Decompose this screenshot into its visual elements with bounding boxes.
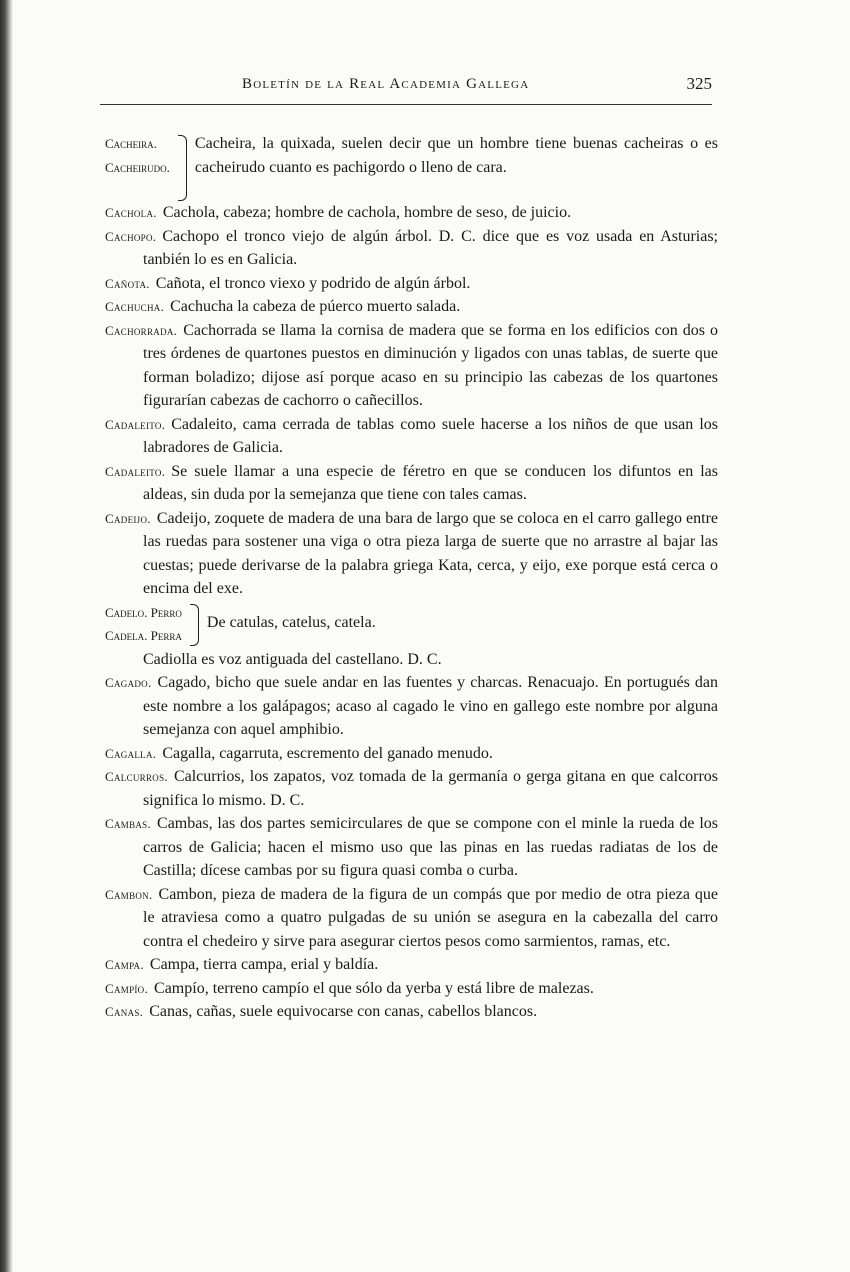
entry xyxy=(105,953,718,977)
brace-icon xyxy=(178,135,187,201)
journal-title: Boletín de la Real Academia Gallega xyxy=(242,76,530,92)
definition: Campío, terreno campío el que sólo da yerba y está libre de malezas. xyxy=(154,979,594,997)
page-number: 325 xyxy=(686,74,712,93)
definition: Cañota, el tronco viexo y podrido de algún árbol. xyxy=(155,274,471,292)
entry xyxy=(105,977,718,1001)
definition: Cadeijo, zoquete de madera de una bara de largo que se coloca en el carro gallego entre las ruedas para sostener una viga o otra pieza larga de suerte que no arrastre al bajar las cuestas; puede derivarse de la palabra griega Kata, cerca, y eijo, exe porque está cerca o encima del exe. xyxy=(143,509,718,597)
headword: Cadaleito. xyxy=(105,416,166,432)
headword: Cagalla. xyxy=(105,745,157,761)
headword: Cacheirudo. xyxy=(105,159,170,175)
definition: Cambon, pieza de madera de la figura de un compás que por medio de otra pieza que le atraviesa como a quatro pulgadas de su unión se asegura en la cabezalla del carro contra el chedeiro y sirve para asegurar ciertos pesos como sarmientos, ramas, etc. xyxy=(143,885,718,950)
definition: Cacheira, la quixada, suelen decir que un hombre tiene buenas cacheiras o es cacheirudo cuanto es pachigordo o lleno de cara. xyxy=(194,135,718,176)
headword: Cadela. Perra xyxy=(105,628,182,643)
entry xyxy=(105,507,718,601)
entry xyxy=(105,319,718,413)
headword: Cachola. xyxy=(105,205,157,220)
definition: Cadaleito, cama cerrada de tablas como suele hacerse a los niños de que usan los labradores de Galicia. xyxy=(143,415,718,456)
definition: Cachola, cabeza; hombre de cachola, hombre de seso, de juicio. xyxy=(162,204,572,221)
headword: Cachorrada. xyxy=(105,322,178,338)
headword-pair xyxy=(105,601,182,648)
definition: Cambas, las dos partes semicirculares de que se compone con el minle la rueda de los carros de Galicia; hacen el mismo uso que las pinas en las ruedas radiatas de los de Castilla; dícese cambas por su figura quasi comba o curba. xyxy=(143,815,718,879)
headword: Cambon. xyxy=(105,886,153,902)
entry xyxy=(105,812,718,883)
headword: Cambas. xyxy=(105,816,152,831)
headword: Cadaleito. xyxy=(105,463,166,479)
headword: Calcurros. xyxy=(105,769,168,784)
headword: Campa. xyxy=(105,957,144,972)
definition: Cagalla, cagarruta, escremento del ganado menudo. xyxy=(162,744,493,762)
definition: Calcurrios, los zapatos, voz tomada de la germanía o gerga gitana en que calcorros significa lo mismo. D. C. xyxy=(143,768,718,809)
running-header xyxy=(100,70,712,105)
brace-icon xyxy=(190,604,199,646)
headword: Cadelo. Perro xyxy=(105,604,182,620)
definition: Cachopo el tronco viejo de algún árbol. D. C. dice que es voz usada en Asturias; tanbién lo es en Galicia. xyxy=(143,227,718,268)
entry xyxy=(105,272,718,296)
entry xyxy=(105,742,718,766)
entry xyxy=(105,295,718,319)
headword: Cagado. xyxy=(105,675,152,690)
headword: Cachopo. xyxy=(105,228,157,244)
definition: Campa, tierra campa, erial y baldía. xyxy=(149,956,379,973)
definition: Cachorrada se llama la cornisa de madera que se forma en los edificios con dos o tres órdenes de quartones puestos en diminución y ligados con unas tablas, de suerte que forman boladizo; dijose así porque acaso en su principio las cabezas de los quartones figurarían cabezas de cachorro o cañecillos. xyxy=(143,321,718,409)
headword: Campío. xyxy=(105,980,149,996)
entry xyxy=(105,460,718,507)
entry xyxy=(105,1000,718,1024)
entry xyxy=(105,413,718,460)
definition: Se suele llamar a una especie de féretro en que se conducen los difuntos en las aldeas, sin duda por la semejanza que tiene con tales camas. xyxy=(143,462,718,503)
definition: De catulas, catelus, catela. xyxy=(206,613,376,631)
headword: Cachucha. xyxy=(105,299,165,314)
headword-pair xyxy=(105,132,170,179)
entry xyxy=(105,225,718,272)
dictionary-entries xyxy=(105,132,718,1024)
headword: Cañota. xyxy=(105,275,150,291)
headword: Cacheira. xyxy=(105,136,157,151)
entry xyxy=(105,883,718,954)
definition: Canas, cañas, suele equivocarse con canas, cabellos blancos. xyxy=(149,1003,538,1020)
headword: Cadeijo. xyxy=(105,510,151,526)
definition: Cachucha la cabeza de púerco muerto salada. xyxy=(170,298,461,315)
entry-cacheira xyxy=(105,132,718,201)
definition: Cagado, bicho que suele andar en las fuentes y charcas. Renacuajo. En portugués dan este nombre a los galápagos; acaso al cagado le vino en gallego este nombre por alguna semejanza con aquel amphibio. xyxy=(143,674,718,738)
entry xyxy=(105,671,718,742)
entry xyxy=(105,201,718,225)
entry-cadelo xyxy=(105,601,718,648)
headword: Canas. xyxy=(105,1004,144,1019)
entry xyxy=(105,765,718,812)
page-binding-edge xyxy=(0,0,13,1272)
definition-continuation: Cadiolla es voz antiguada del castellano. D. C. xyxy=(143,650,442,668)
